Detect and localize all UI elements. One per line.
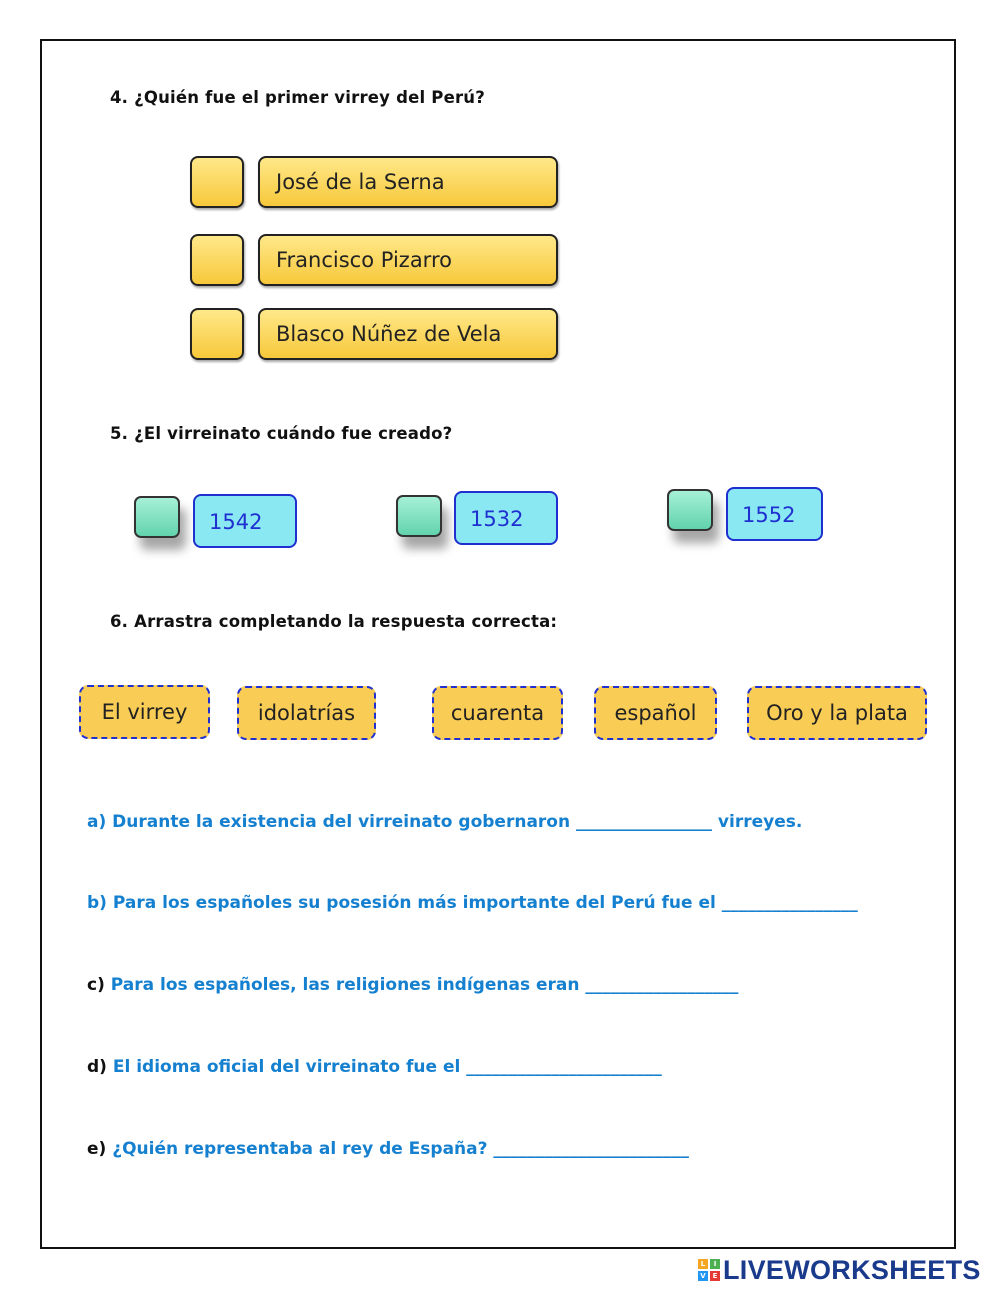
statement-e-text[interactable]: ¿Quién representaba al rey de España? _______________________	[112, 1139, 689, 1159]
question-5-title: 5. ¿El virreinato cuándo fue creado?	[110, 424, 453, 443]
q5-option-3[interactable]: 1552	[726, 487, 823, 541]
drag-chip-oro-y-la-plata[interactable]: Oro y la plata	[747, 686, 927, 740]
statement-e	[87, 1139, 689, 1159]
brand-name: LIVEWORKSHEETS	[723, 1254, 981, 1285]
statement-d-text[interactable]: El idioma oficial del virreinato fue el _______________________	[112, 1057, 662, 1077]
statement-a	[87, 812, 802, 832]
q5-option-2[interactable]: 1532	[454, 491, 558, 545]
q4-option-1-checkbox[interactable]	[190, 156, 244, 208]
q5-option-1[interactable]: 1542	[193, 494, 297, 548]
statement-b-letter: b)	[87, 893, 107, 913]
question-4-title: 4. ¿Quién fue el primer virrey del Perú?	[110, 88, 486, 107]
drag-chip-el-virrey[interactable]: El virrey	[79, 685, 210, 739]
question-6-title: 6. Arrastra completando la respuesta correcta:	[110, 612, 558, 631]
q4-option-2-checkbox[interactable]	[190, 234, 244, 286]
q5-option-3-checkbox[interactable]	[667, 489, 713, 531]
drag-chip-cuarenta[interactable]: cuarenta	[432, 686, 563, 740]
q4-option-3[interactable]: Blasco Núñez de Vela	[258, 308, 558, 360]
statement-a-letter: a)	[87, 812, 107, 832]
statement-e-letter: e)	[87, 1139, 107, 1159]
drag-chip-idolatrias[interactable]: idolatrías	[237, 686, 376, 740]
statement-d	[87, 1057, 662, 1077]
liveworksheets-logo	[698, 1255, 981, 1285]
drag-chip-espanol[interactable]: español	[594, 686, 717, 740]
q4-option-2[interactable]: Francisco Pizarro	[258, 234, 558, 286]
q5-option-1-checkbox[interactable]	[134, 496, 180, 538]
q4-option-3-checkbox[interactable]	[190, 308, 244, 360]
statement-a-text[interactable]: Durante la existencia del virreinato gobernaron ________________ virreyes.	[112, 812, 803, 832]
statement-c-letter: c)	[87, 975, 105, 995]
statement-c-text[interactable]: Para los españoles, las religiones indígenas eran __________________	[110, 975, 739, 995]
statement-b	[87, 893, 858, 913]
statement-b-text[interactable]: Para los españoles su posesión más importante del Perú fue el ________________	[112, 893, 858, 913]
liveworksheets-mark-icon: L I V E	[698, 1259, 720, 1281]
q5-option-2-checkbox[interactable]	[396, 495, 442, 537]
q4-option-1[interactable]: José de la Serna	[258, 156, 558, 208]
statement-d-letter: d)	[87, 1057, 107, 1077]
statement-c	[87, 975, 738, 995]
